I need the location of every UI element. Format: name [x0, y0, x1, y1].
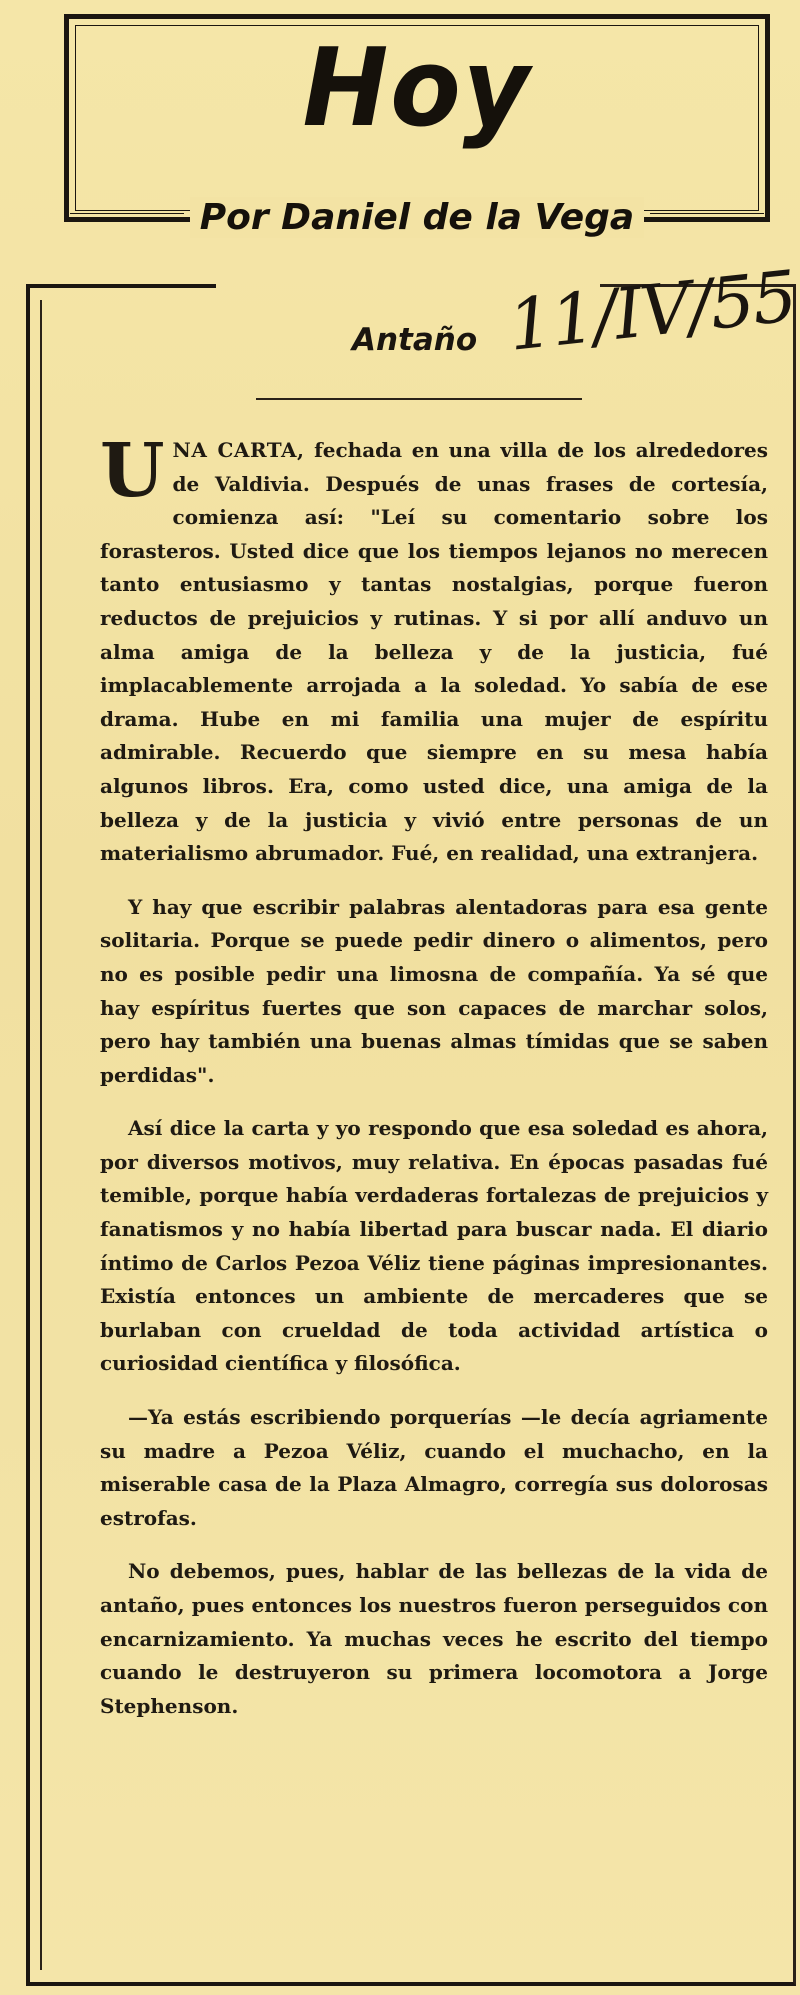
- lead-in: NA CARTA,: [172, 438, 305, 462]
- paragraph-5: No debemos, pues, hablar de las bellezas de la vida de antaño, pues entonces los nuestros fueron perseguidos con encarnizamiento. Ya muchas veces he escrito del tiempo cuando le destruyeron su primera locomotora a Jorge Stephenson.: [100, 1559, 768, 1718]
- byline-rule-right: [650, 213, 764, 221]
- paragraph-2: Y hay que escribir palabras alentadoras para esa gente solitaria. Porque se puede pedir dinero o alimentos, pero no es posible pedir una limosna de compañía. Ya sé que hay espíritus fuertes que son capaces de marchar solos, pero hay también una buenas almas tímidas que se saben perdidas".: [100, 894, 768, 1087]
- paragraph-1: [100, 428, 768, 871]
- masthead-title: Hoy: [302, 26, 532, 151]
- byline: Por Daniel de la Vega: [190, 197, 644, 238]
- article-inner-rule: [40, 300, 42, 1970]
- paragraph-3: Así dice la carta y yo respondo que esa soledad es ahora, por diversos motivos, muy relativa. En épocas pasadas fué temible, porque había verdaderas fortalezas de prejuicios y fanatismos y no había libertad para buscar nada. El diario íntimo de Carlos Pezoa Véliz tiene páginas impresionantes. Existía entonces un ambiente de mercaderes que se burlaban con crueldad de toda actividad artística o curiosidad científica y filosófica.: [100, 1116, 768, 1376]
- section-title: Antaño: [352, 322, 478, 358]
- byline-row: [64, 192, 770, 242]
- paragraph-1-text: fechada en una villa de los alrededores de Valdivia. Después de unas frases de cortesía, comienza así: "Leí su comentario sobre los forasteros. Usted dice que los tiempos lejanos no merecen tanto entusiasmo y tantas nostalgias, porque fueron reductos de prejuicios y rutinas. Y si por allí anduvo un alma amiga de la belleza y de la justicia, fué implacablemente arrojada a la soledad. Yo sabía de ese drama. Hube en mi familia una mujer de espíritu admirable. Recuerdo que siempre en su mesa había algunos libros. Era, como usted dice, una amiga de la belleza y de la justicia y vivió entre personas de un materialismo abrumador. Fué, en realidad, una extranjera.: [100, 438, 768, 866]
- masthead-box: [64, 14, 770, 222]
- title-rule: [256, 398, 582, 400]
- handwritten-date: 11/IV/55: [504, 255, 800, 367]
- paragraph-4: —Ya estás escribiendo porquerías —le decía agriamente su madre a Pezoa Véliz, cuando el muchacho, en la miserable casa de la Plaza Almagro, corregía sus dolorosas estrofas.: [100, 1405, 768, 1530]
- byline-rule-left: [70, 213, 184, 221]
- drop-cap: U: [100, 428, 165, 514]
- article-body: [100, 428, 768, 1743]
